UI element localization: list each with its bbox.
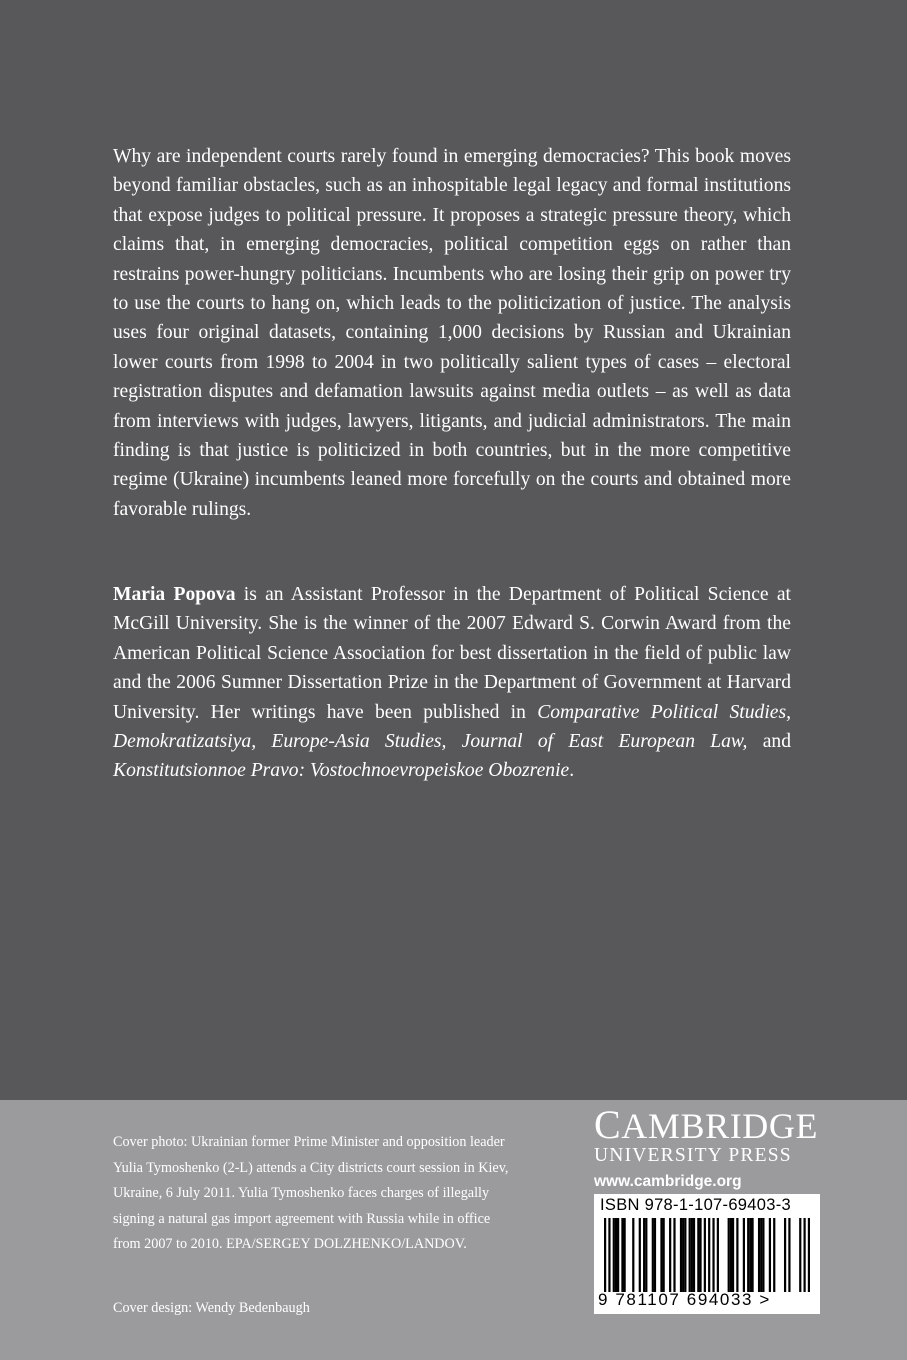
barcode-bar bbox=[689, 1218, 691, 1292]
publisher-subtitle: UNIVERSITY PRESS bbox=[594, 1145, 792, 1166]
bio-text-3: . bbox=[569, 760, 575, 782]
publisher-logo bbox=[594, 1102, 822, 1191]
barcode-bar bbox=[788, 1218, 790, 1292]
barcode-bar bbox=[663, 1218, 665, 1292]
bio-text-1: is an Assistant Professor in the Department of Political Science at McGill University. She is the winner of the 2007 Edward S. Corwin Award from the American Political Science Association for best dissertation in the field of public law and the 2006 Sumner Dissertation Prize in the Department of Government at Harvard University. Her writings have been published in bbox=[113, 584, 791, 723]
barcode-bar bbox=[717, 1218, 719, 1292]
barcode-bar bbox=[654, 1218, 656, 1292]
barcode-bar bbox=[615, 1218, 617, 1292]
barcode-bar bbox=[751, 1218, 753, 1292]
barcode-bars bbox=[604, 1218, 810, 1292]
barcode-bar bbox=[749, 1218, 751, 1292]
barcode-bar bbox=[617, 1218, 619, 1292]
barcode-bar bbox=[608, 1218, 610, 1292]
barcode-bar bbox=[691, 1218, 693, 1292]
barcode-bar bbox=[624, 1218, 626, 1292]
barcode-bar bbox=[699, 1218, 701, 1292]
barcode-bar bbox=[784, 1218, 786, 1292]
bio-journals-2: Konstitutsionnoe Pravo: Vostochnoevropeiskoe Obozrenie bbox=[113, 760, 570, 782]
publisher-url: www.cambridge.org bbox=[594, 1173, 742, 1190]
barcode-bar bbox=[604, 1218, 606, 1292]
bio-text-2: and bbox=[747, 731, 791, 753]
barcode-bar bbox=[680, 1218, 682, 1292]
barcode-bar bbox=[673, 1218, 675, 1292]
cover-photo-credit: Cover photo: Ukrainian former Prime Minister and opposition leader Yulia Tymoshenko (2-L) attends a City districts court session in Kiev, Ukraine, 6 July 2011. Yulia Tymoshenko faces charges of illegally signing a natural gas import agreement with Russia while in office from 2007 to 2010. EPA/SERGEY DOLZHENKO/LANDOV. bbox=[113, 1134, 509, 1252]
barcode-bar bbox=[693, 1218, 695, 1292]
barcode-bar bbox=[730, 1218, 732, 1292]
barcode-bar bbox=[660, 1218, 662, 1292]
barcode-bar bbox=[747, 1218, 749, 1292]
bio-journals-1: Comparative Political Studies, Demokratizatsiya, Europe-Asia Studies, Journal of East European Law, bbox=[113, 701, 791, 753]
publisher-name bbox=[594, 1102, 822, 1147]
barcode-bar bbox=[799, 1218, 801, 1292]
isbn-label: ISBN 978-1-107-69403-3 bbox=[600, 1196, 791, 1214]
barcode-bar bbox=[762, 1218, 764, 1292]
barcode-bar bbox=[652, 1218, 654, 1292]
barcode-bar bbox=[769, 1218, 771, 1292]
barcode-digits: 9 781107 694033 > bbox=[598, 1290, 771, 1309]
barcode-bar bbox=[639, 1218, 641, 1292]
publisher-name-initial: C bbox=[594, 1102, 622, 1147]
book-blurb: Why are independent courts rarely found in emerging democracies? This book moves beyond familiar obstacles, such as an inhospitable legal legacy and formal institutions that expose judges to political pressure. It proposes a strategic pressure theory, which claims that, in emerging democracies, political competition eggs on rather than restrains power-hungry politicians. Incumbents who are losing their grip on power try to use the courts to hang on, which leads to the politicization of justice. The analysis uses four original datasets, containing 1,000 decisions by Russian and Ukrainian lower courts from 1998 to 2004 in two politically salient types of cases – electoral registration disputes and defamation lawsuits against media outlets – as well as data from interviews with judges, lawyers, litigants, and judicial administrators. The main finding is that justice is politicized in both countries, but in the more competitive regime (Ukraine) incumbents leaned more forcefully on the courts and obtained more favorable rulings. bbox=[113, 146, 791, 520]
barcode-bar bbox=[708, 1218, 710, 1292]
barcode-bar bbox=[632, 1218, 634, 1292]
author-bio bbox=[113, 580, 791, 786]
publisher-name-rest: AMBRIDGE bbox=[621, 1106, 819, 1146]
cover-design-credit: Cover design: Wendy Bedenbaugh bbox=[113, 1300, 310, 1316]
barcode-bar bbox=[712, 1218, 714, 1292]
barcode-bar bbox=[669, 1218, 671, 1292]
barcode-bar bbox=[803, 1218, 805, 1292]
barcode-bar bbox=[743, 1218, 745, 1292]
barcode-bar bbox=[760, 1218, 762, 1292]
barcode-bar bbox=[643, 1218, 645, 1292]
barcode-bar bbox=[728, 1218, 730, 1292]
barcode-bar bbox=[736, 1218, 738, 1292]
author-name: Maria Popova bbox=[113, 584, 236, 605]
barcode-bar bbox=[732, 1218, 734, 1292]
barcode-bar bbox=[621, 1218, 623, 1292]
barcode-bar bbox=[684, 1218, 686, 1292]
barcode-bar bbox=[645, 1218, 647, 1292]
barcode-bar bbox=[704, 1218, 706, 1292]
barcode-bar bbox=[758, 1218, 760, 1292]
barcode-panel bbox=[594, 1194, 820, 1314]
barcode-bar bbox=[697, 1218, 699, 1292]
barcode-bar bbox=[682, 1218, 684, 1292]
barcode-bar bbox=[613, 1218, 615, 1292]
barcode-bar bbox=[808, 1218, 810, 1292]
barcode-bar bbox=[773, 1218, 775, 1292]
